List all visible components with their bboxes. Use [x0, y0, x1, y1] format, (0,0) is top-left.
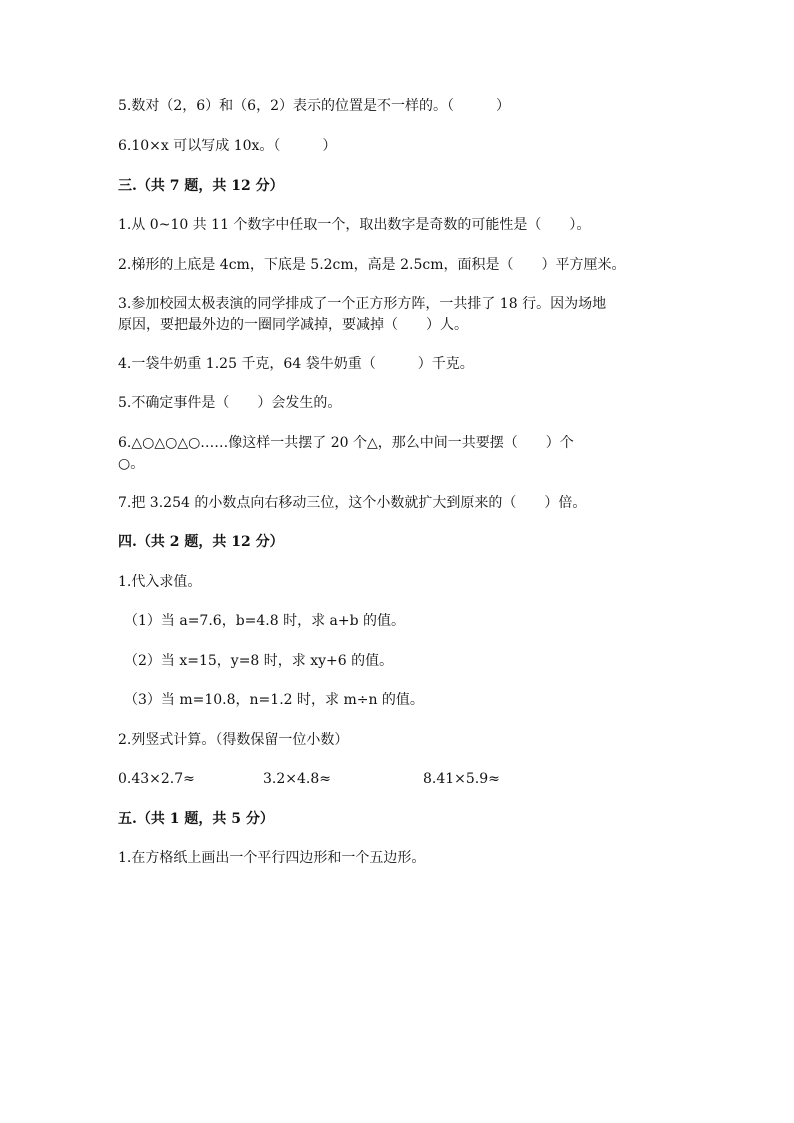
question-3-7: 7.把 3.254 的小数点向右移动三位，这个小数就扩大到原来的（ ）倍。 — [118, 495, 587, 511]
calc-item-2: 3.2×4.8≈ — [263, 771, 331, 787]
question-3-1: 1.从 0~10 共 11 个数字中任取一个，取出数字是奇数的可能性是（ ）。 — [118, 217, 591, 233]
section-5-heading: 五.（共 1 题，共 5 分） — [118, 811, 274, 827]
calculation-row — [118, 769, 538, 789]
section-3-heading: 三.（共 7 题，共 12 分） — [118, 178, 284, 194]
question-3-6-line2: ○。 — [118, 456, 145, 472]
question-4-1-part1: （1）当 a=7.6，b=4.8 时，求 a+b 的值。 — [124, 613, 406, 629]
question-3-6-line1: 6.△○△○△○……像这样一共摆了 20 个△，那么中间一共要摆（ ）个 — [118, 435, 574, 451]
question-2-6: 6.10×x 可以写成 10x。（ ） — [118, 138, 337, 154]
question-5-1: 1.在方格纸上画出一个平行四边形和一个五边形。 — [118, 850, 426, 866]
question-4-1-part3: （3）当 m=10.8，n=1.2 时，求 m÷n 的值。 — [124, 692, 424, 708]
question-3-3-line1: 3.参加校园太极表演的同学排成了一个正方形方阵，一共排了 18 行。因为场地 — [118, 296, 607, 312]
question-4-2: 2.列竖式计算。（得数保留一位小数） — [118, 732, 349, 748]
calc-item-1: 0.43×2.7≈ — [118, 771, 195, 787]
calc-item-3: 8.41×5.9≈ — [423, 771, 500, 787]
question-2-5: 5.数对（2，6）和（6，2）表示的位置是不一样的。（ ） — [118, 98, 510, 114]
section-4-heading: 四.（共 2 题，共 12 分） — [118, 534, 284, 550]
question-3-5: 5.不确定事件是（ ）会发生的。 — [118, 395, 342, 411]
question-3-3-line2: 原因，要把最外边的一圈同学减掉，要减掉（ ）人。 — [118, 317, 468, 333]
question-4-1-part2: （2）当 x=15，y=8 时，求 xy+6 的值。 — [124, 653, 394, 669]
question-3-2: 2.梯形的上底是 4cm，下底是 5.2cm，高是 2.5cm，面积是（ ）平方厘米。 — [118, 257, 626, 273]
question-4-1: 1.代入求值。 — [118, 574, 202, 590]
question-3-4: 4.一袋牛奶重 1.25 千克，64 袋牛奶重（ ）千克。 — [118, 356, 474, 372]
